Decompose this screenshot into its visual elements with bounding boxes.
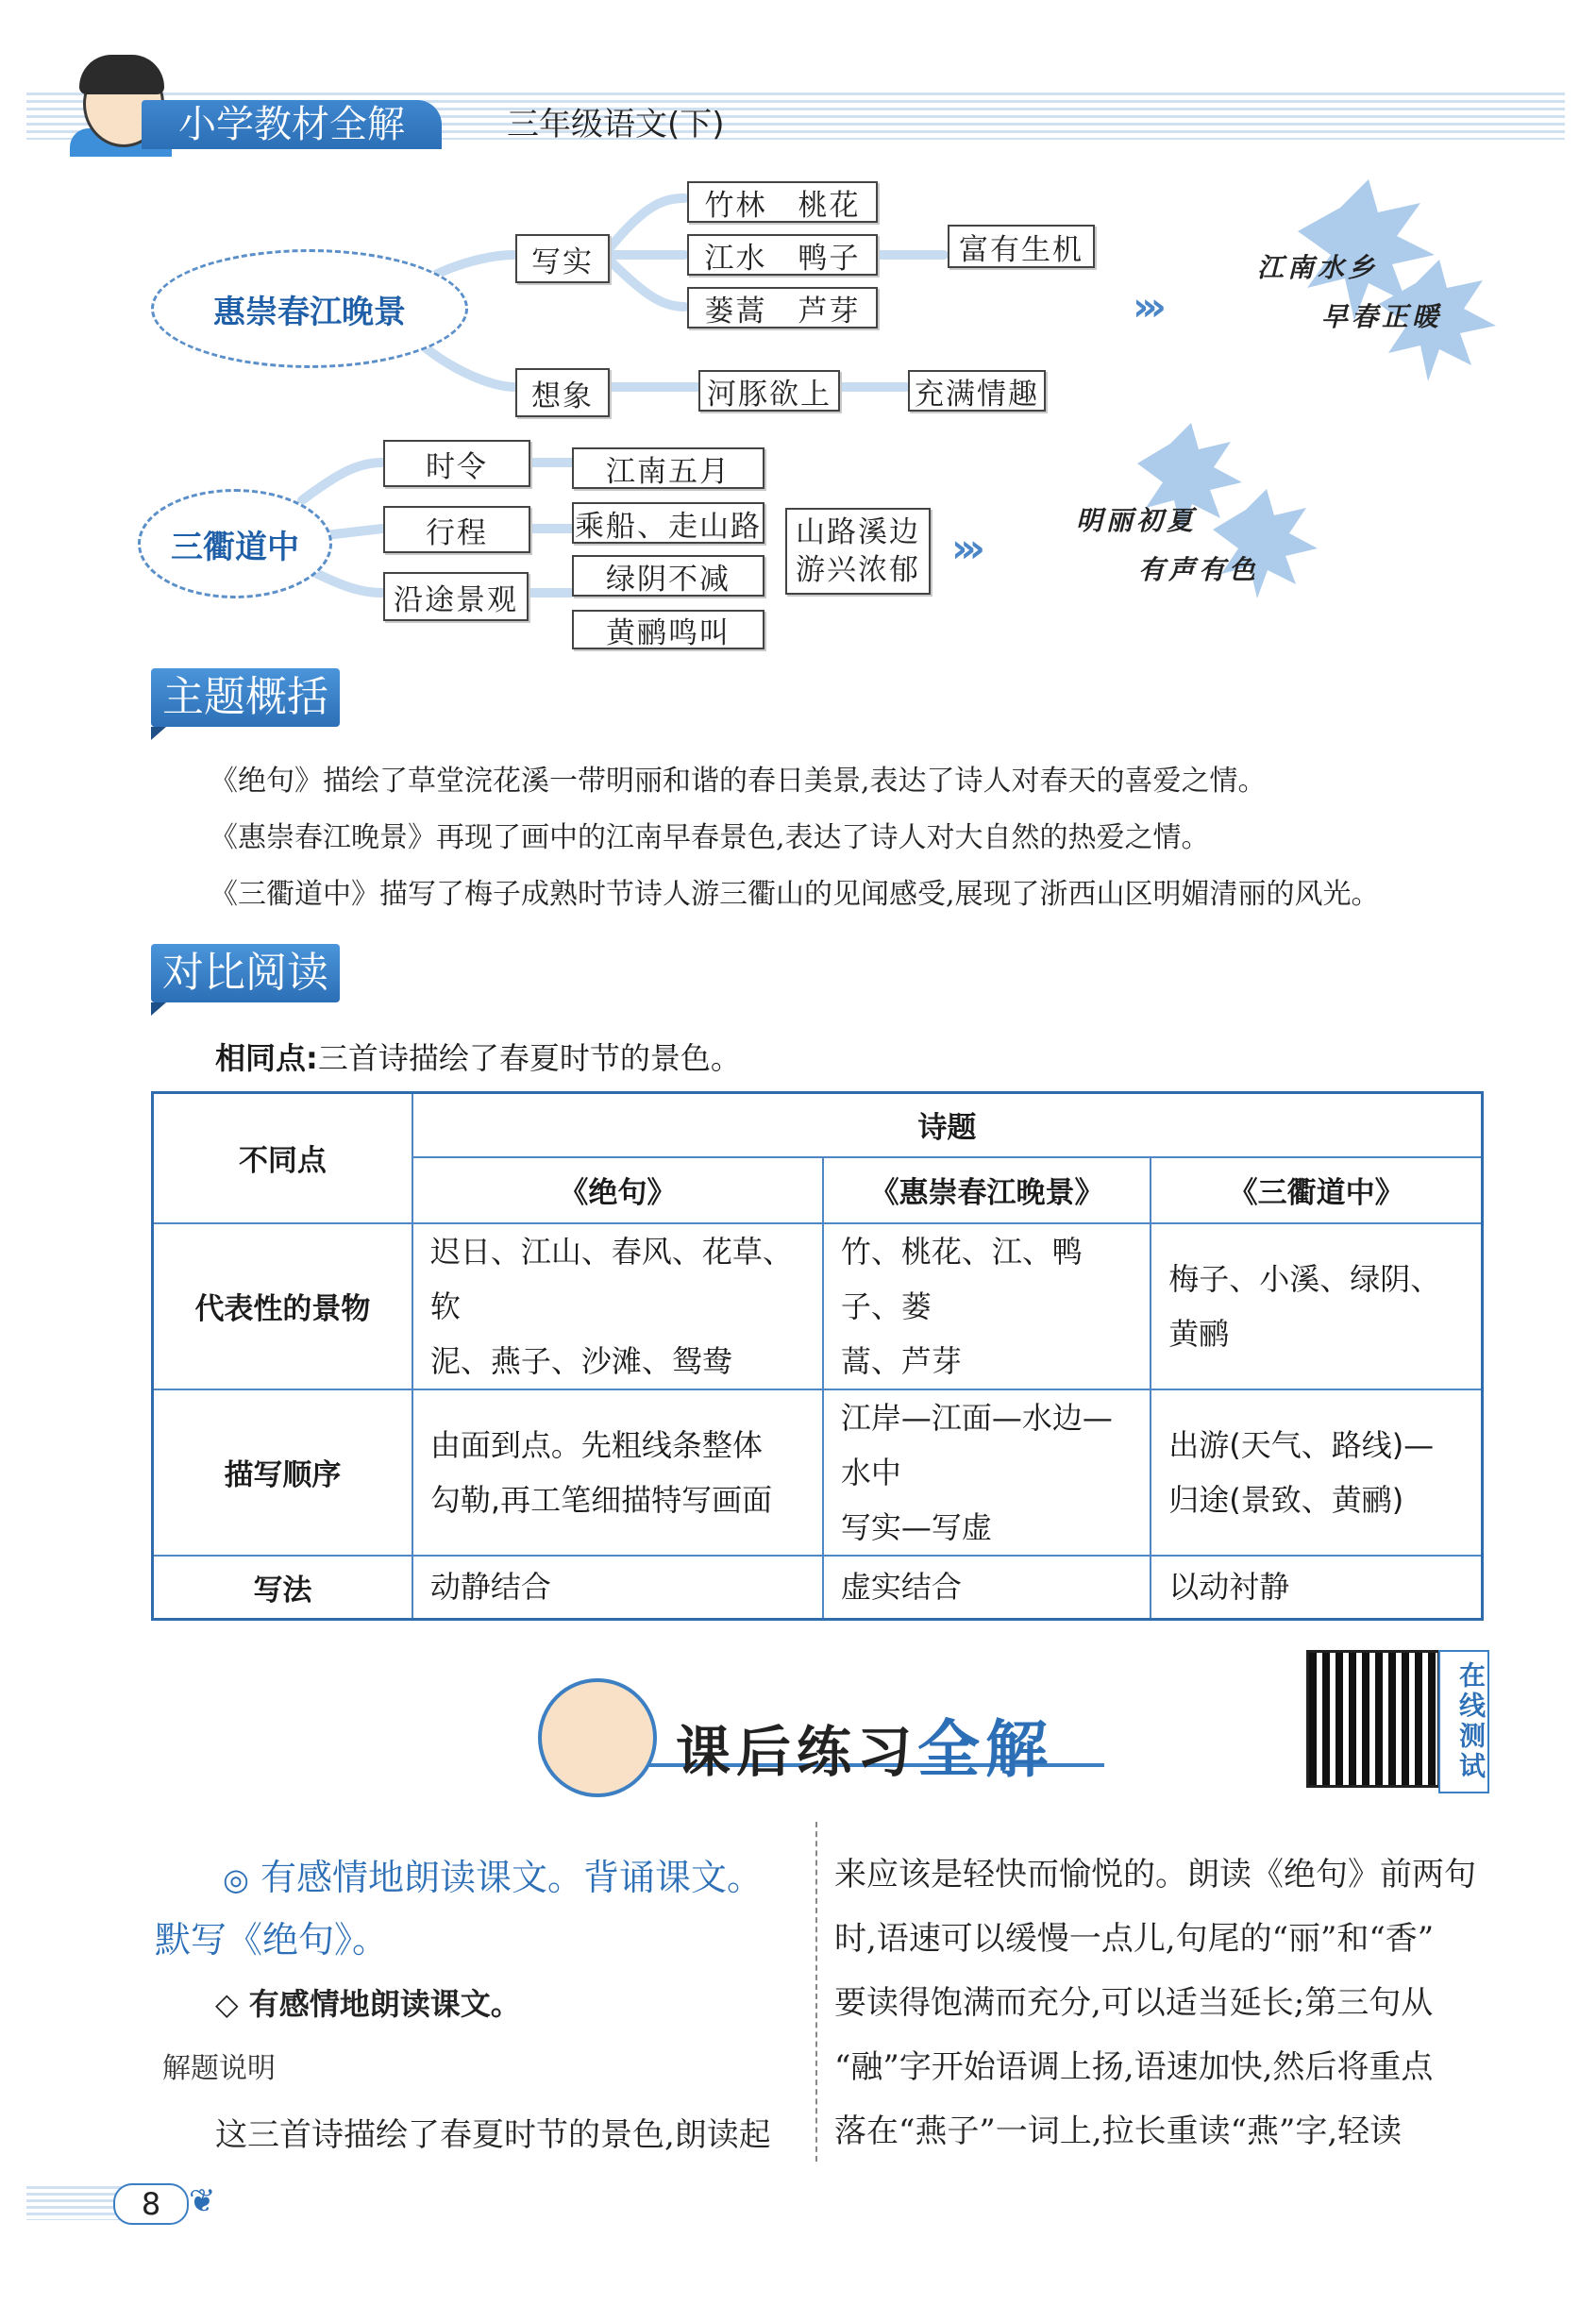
poem1-imagine-item: 河豚欲上 xyxy=(698,370,840,412)
mascot-hair xyxy=(79,55,164,94)
cell-line: 黄鹂 xyxy=(1168,1315,1230,1352)
poem1-real-item-3: 蒌蒿 芦芽 xyxy=(687,287,878,328)
exercise-body-right-3: 要读得饱满而充分,可以适当延长;第三句从 xyxy=(834,1984,1434,2022)
exercise-body-left: 这三首诗描绘了春夏时节的景色,朗读起 xyxy=(215,2116,771,2154)
online-test-link[interactable]: 在线测试 xyxy=(1438,1650,1489,1793)
poem2-summary-2: 有声有色 xyxy=(1138,554,1260,585)
poem2-result-line-2: 游兴浓郁 xyxy=(796,553,920,587)
cell-line: 迟日、江山、春风、花草、软 xyxy=(429,1233,793,1324)
table-cell: 虚实结合 xyxy=(823,1556,1151,1620)
table-row-label-method: 写法 xyxy=(153,1556,412,1620)
cell-line: 写实—写虚 xyxy=(840,1508,992,1545)
exercise-task-line-1 xyxy=(223,1848,763,1900)
table-row-label-scenery: 代表性的景物 xyxy=(153,1223,412,1389)
explain-label: 解题说明 xyxy=(162,2052,276,2085)
page-number: 8 xyxy=(113,2183,189,2225)
table-row-label-order: 描写顺序 xyxy=(153,1389,412,1556)
poem2-branch-1: 时令 xyxy=(383,440,530,487)
exercise-body-right-2: 时,语速可以缓慢一点儿,句尾的“丽”和“香” xyxy=(834,1920,1435,1958)
table-cell xyxy=(1151,1389,1482,1556)
cell-line: 江岸—江面—水边— xyxy=(840,1399,1113,1436)
cell-line: 泥、燕子、沙滩、鸳鸯 xyxy=(429,1342,732,1379)
exercise-body-right-4: “融”字开始语调上扬,语速加快,然后将重点 xyxy=(834,2048,1434,2086)
exercise-body-right-1: 来应该是轻快而愉悦的。朗读《绝句》前两句 xyxy=(834,1856,1476,1894)
poem1-imagine-result: 充满情趣 xyxy=(908,370,1046,412)
arrow-chevron-icon-2: ››› xyxy=(951,525,978,571)
theme-line-2: 《惠崇春江晚景》再现了画中的江南早春景色,表达了诗人对大自然的热爱之情。 xyxy=(210,821,1210,854)
arrow-chevron-icon: ››› xyxy=(1133,283,1159,329)
practice-banner-bold: 全解 xyxy=(917,1713,1054,1786)
poem2-result xyxy=(785,508,931,595)
swirl-icon: ◎ xyxy=(223,1861,249,1897)
table-group-header: 诗题 xyxy=(412,1093,1483,1157)
cell-line: 出游(天气、路线)— xyxy=(1168,1426,1435,1463)
poem2-summary-1: 明丽初夏 xyxy=(1076,505,1198,536)
poem2-branch-3: 沿途景观 xyxy=(383,572,529,621)
poem1-real-item-2: 江水 鸭子 xyxy=(687,234,878,276)
poem2-result-line-1: 山路溪边 xyxy=(796,515,920,549)
poem2-item-3: 绿阴不减 xyxy=(572,555,764,597)
poem1-real-result: 富有生机 xyxy=(948,225,1095,268)
column-divider xyxy=(815,1822,817,2162)
poem1-real-item-1: 竹林 桃花 xyxy=(687,181,878,223)
theme-line-1: 《绝句》描绘了草堂浣花溪一带明丽和谐的春日美景,表达了诗人对春天的喜爱之情。 xyxy=(210,765,1267,798)
subject-title: 三年级语文(下) xyxy=(507,106,725,143)
qr-code-icon[interactable] xyxy=(1306,1650,1440,1788)
table-cell xyxy=(412,1389,823,1556)
table-cell: 动静结合 xyxy=(412,1556,823,1620)
poem2-item-4: 黄鹂鸣叫 xyxy=(572,610,764,649)
cell-line: 勾勒,再工笔细描特写画面 xyxy=(429,1481,773,1518)
cell-line: 归途(景致、黄鹂) xyxy=(1168,1481,1404,1518)
table-poem-header-1: 《绝句》 xyxy=(412,1157,823,1223)
table-poem-header-3: 《三衢道中》 xyxy=(1151,1157,1482,1223)
practice-banner-plain: 课后练习 xyxy=(676,1720,918,1784)
exercise-task-line-2: 默写《绝句》。 xyxy=(155,1919,389,1961)
table-cell xyxy=(823,1389,1151,1556)
theme-heading: 主题概括 xyxy=(151,668,340,727)
table-corner: 不同点 xyxy=(153,1093,412,1223)
cell-line: 梅子、小溪、绿阴、 xyxy=(1168,1260,1441,1297)
poem2-branch-2: 行程 xyxy=(383,506,530,553)
table-cell: 以动衬静 xyxy=(1151,1556,1482,1620)
mascot-icon-2 xyxy=(538,1678,657,1797)
cell-line: 由面到点。先粗线条整体 xyxy=(429,1426,763,1463)
poem1-branch-real: 写实 xyxy=(515,234,610,283)
poem2-item-1: 江南五月 xyxy=(572,447,764,489)
poem2-item-2: 乘船、走山路 xyxy=(572,502,764,544)
practice-banner xyxy=(676,1699,1053,1789)
poem2-cloud: 三衢道中 xyxy=(138,489,332,598)
cell-line: 蒿、芦芽 xyxy=(840,1342,962,1379)
poem1-branch-imagine: 想象 xyxy=(515,368,610,417)
table-cell xyxy=(412,1223,823,1389)
same-point-label: 相同点: xyxy=(215,1040,318,1076)
book-title: 小学教材全解 xyxy=(142,100,442,149)
cell-line: 水中 xyxy=(840,1454,901,1490)
theme-line-3: 《三衢道中》描写了梅子成熟时节诗人游三衢山的见闻感受,展现了浙西山区明媚清丽的风光。 xyxy=(210,878,1380,911)
compare-heading: 对比阅读 xyxy=(151,944,340,1002)
same-point-text: 三首诗描绘了春夏时节的景色。 xyxy=(317,1040,741,1076)
leaf-icon: ❦ xyxy=(189,2182,216,2220)
poem1-summary-2: 早春正暖 xyxy=(1321,301,1443,332)
table-cell xyxy=(1151,1223,1482,1389)
cell-line: 竹、桃花、江、鸭子、蒌 xyxy=(840,1233,1083,1324)
table-cell xyxy=(823,1223,1151,1389)
exercise-task-text-1: 有感情地朗读课文。背诵课文。 xyxy=(260,1857,764,1898)
exercise-body-right-5: 落在“燕子”一词上,拉长重读“燕”字,轻读 xyxy=(834,2113,1403,2150)
poem1-summary-1: 江南水乡 xyxy=(1257,252,1379,283)
compare-table xyxy=(151,1091,1484,1621)
table-poem-header-2: 《惠崇春江晚景》 xyxy=(823,1157,1151,1223)
same-point xyxy=(215,1035,741,1078)
poem1-cloud: 惠崇春江晚景 xyxy=(151,249,468,368)
exercise-sub-heading: ◇ 有感情地朗读课文。 xyxy=(215,1986,521,2022)
